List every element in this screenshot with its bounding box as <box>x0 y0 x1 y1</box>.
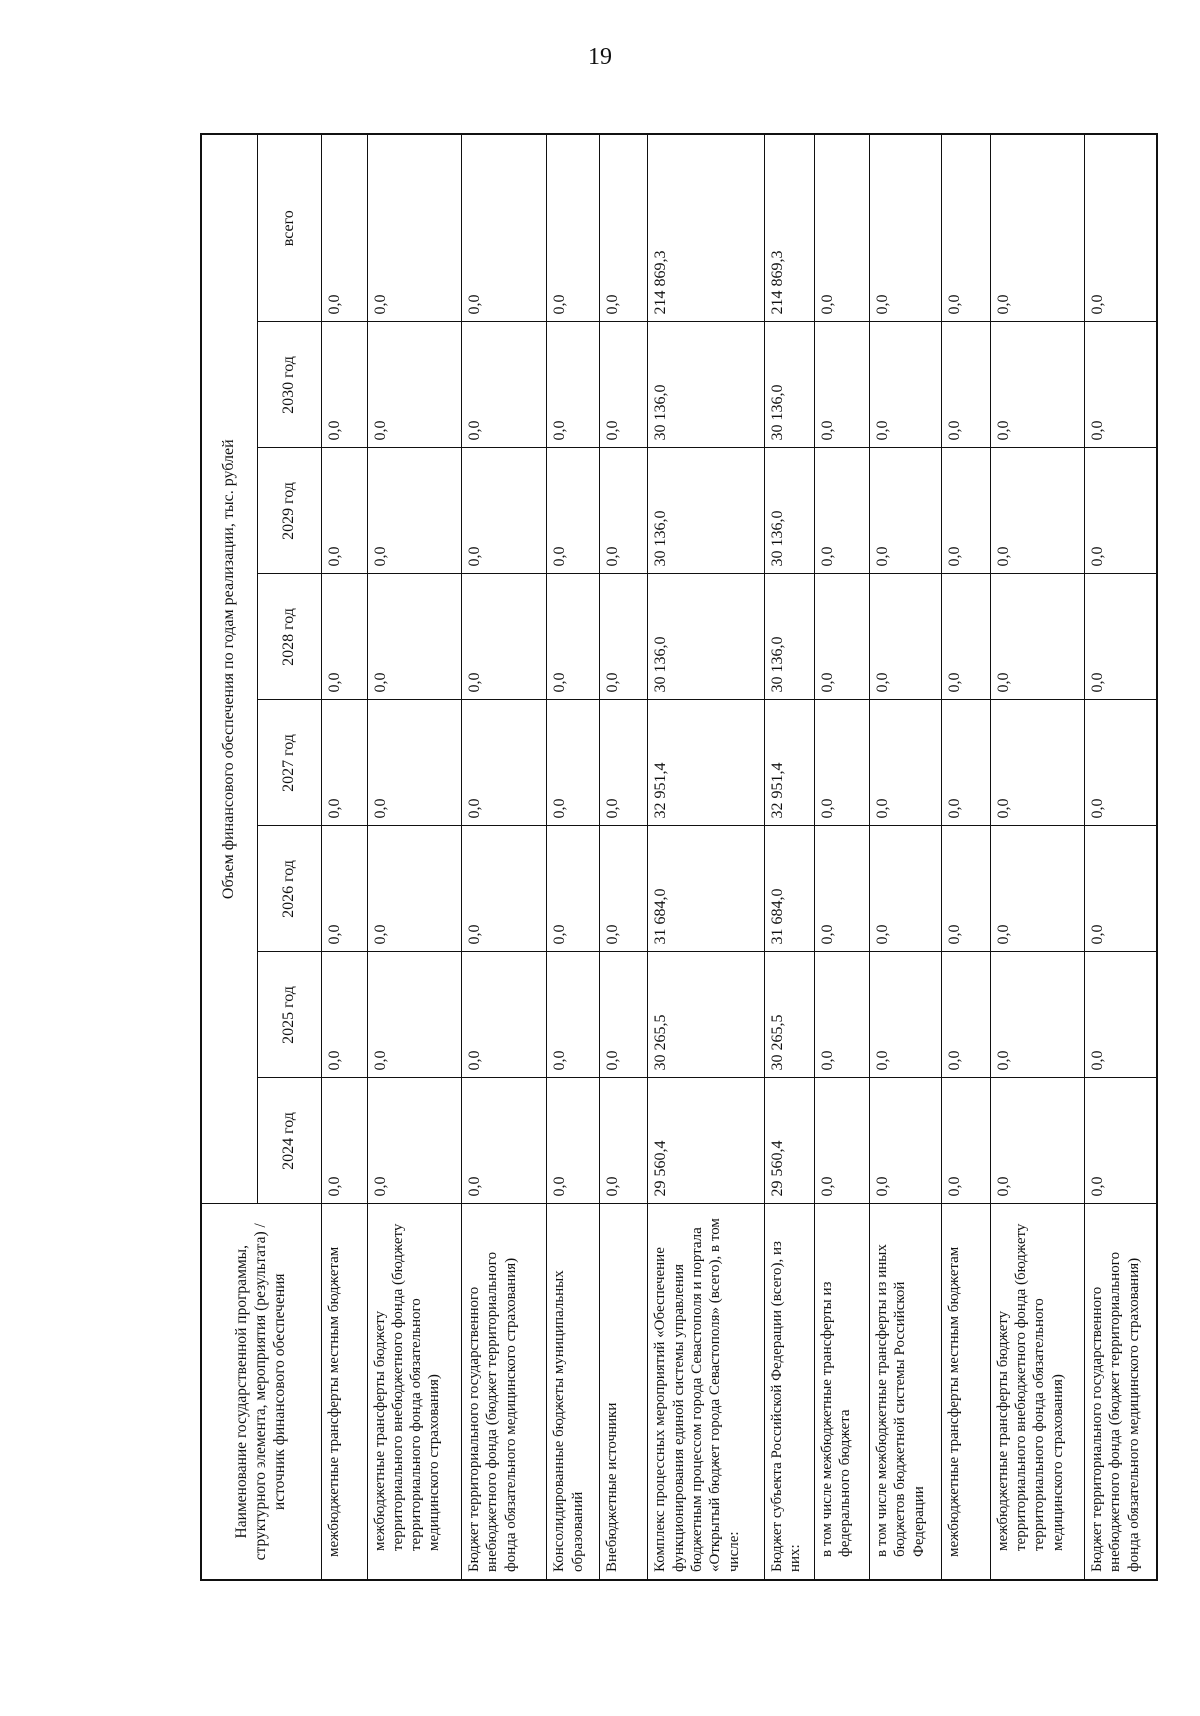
row-value-cell: 0,0 <box>547 574 600 700</box>
row-total-cell: 214 869,3 <box>764 134 814 322</box>
row-value-cell: 0,0 <box>869 322 941 448</box>
row-value-cell: 0,0 <box>321 700 367 826</box>
row-value-cell: 0,0 <box>869 826 941 952</box>
header-year: 2027 год <box>257 700 321 826</box>
row-name-cell: в том числе межбюджетные трансферты из федерального бюджета <box>815 1204 870 1580</box>
row-value-cell: 0,0 <box>990 700 1084 826</box>
row-value-cell: 0,0 <box>815 448 870 574</box>
row-name-cell: межбюджетные трансферты местным бюджетам <box>942 1204 990 1580</box>
row-total-cell: 0,0 <box>367 134 461 322</box>
row-value-cell: 0,0 <box>367 448 461 574</box>
header-year: 2028 год <box>257 574 321 700</box>
row-name-cell: Бюджет территориального государственного внебюджетного фонда (бюджет территориального фонда обязательного медицинского страхования) <box>1085 1204 1158 1580</box>
row-name-cell: Внебюджетные источники <box>600 1204 648 1580</box>
row-value-cell: 0,0 <box>461 826 547 952</box>
row-value-cell: 0,0 <box>547 1078 600 1204</box>
row-value-cell: 0,0 <box>869 952 941 1078</box>
header-volume-title: Объем финансового обеспечения по годам реализации, тыс. рублей <box>201 134 257 1204</box>
row-value-cell: 0,0 <box>547 952 600 1078</box>
table-row <box>461 134 547 1580</box>
financing-table <box>200 133 1158 1581</box>
table-row <box>869 134 941 1580</box>
row-value-cell: 29 560,4 <box>648 1078 764 1204</box>
table-row <box>547 134 600 1580</box>
row-value-cell: 0,0 <box>815 826 870 952</box>
row-value-cell: 30 136,0 <box>648 448 764 574</box>
row-value-cell: 0,0 <box>321 952 367 1078</box>
row-value-cell: 0,0 <box>869 700 941 826</box>
row-value-cell: 30 136,0 <box>764 448 814 574</box>
table-row <box>764 134 814 1580</box>
row-value-cell: 0,0 <box>942 700 990 826</box>
row-value-cell: 0,0 <box>367 1078 461 1204</box>
row-value-cell: 0,0 <box>367 322 461 448</box>
row-value-cell: 0,0 <box>942 1078 990 1204</box>
row-value-cell: 0,0 <box>1085 574 1158 700</box>
row-value-cell: 0,0 <box>461 1078 547 1204</box>
row-value-cell: 0,0 <box>321 574 367 700</box>
header-year: 2026 год <box>257 826 321 952</box>
table-row <box>815 134 870 1580</box>
row-total-cell: 0,0 <box>461 134 547 322</box>
row-value-cell: 0,0 <box>1085 952 1158 1078</box>
row-value-cell: 30 265,5 <box>648 952 764 1078</box>
row-value-cell: 32 951,4 <box>648 700 764 826</box>
row-value-cell: 0,0 <box>815 952 870 1078</box>
row-value-cell: 0,0 <box>461 322 547 448</box>
row-value-cell: 0,0 <box>942 952 990 1078</box>
table-row <box>367 134 461 1580</box>
header-name-column: Наименование государственной программы, структурного элемента, мероприятия (результата) / источник финансового обеспечения <box>201 1204 321 1580</box>
row-value-cell: 0,0 <box>600 700 648 826</box>
row-value-cell: 31 684,0 <box>764 826 814 952</box>
row-value-cell: 0,0 <box>942 322 990 448</box>
row-value-cell: 0,0 <box>869 574 941 700</box>
row-value-cell: 0,0 <box>547 322 600 448</box>
table-row <box>600 134 648 1580</box>
row-name-cell: Бюджет территориального государственного внебюджетного фонда (бюджет территориального фонда обязательного медицинского страхования) <box>461 1204 547 1580</box>
row-name-cell: в том числе межбюджетные трансферты из иных бюджетов бюджетной системы Российской Федерации <box>869 1204 941 1580</box>
header-year: 2030 год <box>257 322 321 448</box>
row-value-cell: 0,0 <box>367 952 461 1078</box>
row-name-cell: межбюджетные трансферты бюджету территориального внебюджетного фонда (бюджету территориального фонда обязательного медицинского страхования) <box>990 1204 1084 1580</box>
row-value-cell: 0,0 <box>869 1078 941 1204</box>
row-total-cell: 0,0 <box>990 134 1084 322</box>
row-value-cell: 32 951,4 <box>764 700 814 826</box>
row-total-cell: 214 869,3 <box>648 134 764 322</box>
row-value-cell: 0,0 <box>942 448 990 574</box>
row-total-cell: 0,0 <box>869 134 941 322</box>
row-total-cell: 0,0 <box>815 134 870 322</box>
row-value-cell: 0,0 <box>1085 448 1158 574</box>
row-value-cell: 0,0 <box>990 952 1084 1078</box>
row-name-cell: межбюджетные трансферты местным бюджетам <box>321 1204 367 1580</box>
row-total-cell: 0,0 <box>600 134 648 322</box>
row-value-cell: 0,0 <box>321 448 367 574</box>
row-name-cell: Консолидированные бюджеты муниципальных образований <box>547 1204 600 1580</box>
row-value-cell: 0,0 <box>600 952 648 1078</box>
row-value-cell: 0,0 <box>600 448 648 574</box>
row-value-cell: 0,0 <box>461 448 547 574</box>
table-body <box>321 134 1157 1580</box>
row-name-cell: межбюджетные трансферты бюджету территориального внебюджетного фонда (бюджету территориального фонда обязательного медицинского страхования) <box>367 1204 461 1580</box>
row-total-cell: 0,0 <box>1085 134 1158 322</box>
row-total-cell: 0,0 <box>547 134 600 322</box>
table-row <box>1085 134 1158 1580</box>
row-value-cell: 0,0 <box>461 952 547 1078</box>
rotated-table-container <box>200 135 1158 1581</box>
row-value-cell: 31 684,0 <box>648 826 764 952</box>
row-value-cell: 0,0 <box>1085 1078 1158 1204</box>
row-value-cell: 0,0 <box>321 1078 367 1204</box>
row-value-cell: 0,0 <box>367 574 461 700</box>
row-value-cell: 0,0 <box>815 700 870 826</box>
row-value-cell: 0,0 <box>600 574 648 700</box>
row-value-cell: 0,0 <box>321 826 367 952</box>
row-name-cell: Бюджет субъекта Российской Федерации (всего), из них: <box>764 1204 814 1580</box>
row-value-cell: 0,0 <box>869 448 941 574</box>
row-value-cell: 30 136,0 <box>764 574 814 700</box>
row-value-cell: 0,0 <box>461 700 547 826</box>
row-value-cell: 0,0 <box>815 322 870 448</box>
row-value-cell: 30 136,0 <box>764 322 814 448</box>
row-value-cell: 0,0 <box>547 700 600 826</box>
table-row <box>648 134 764 1580</box>
row-value-cell: 0,0 <box>461 574 547 700</box>
table-row <box>321 134 367 1580</box>
page-number: 19 <box>588 44 612 70</box>
row-value-cell: 0,0 <box>990 322 1084 448</box>
row-value-cell: 0,0 <box>942 826 990 952</box>
row-value-cell: 0,0 <box>600 1078 648 1204</box>
table-row <box>942 134 990 1580</box>
row-total-cell: 0,0 <box>942 134 990 322</box>
row-value-cell: 0,0 <box>1085 826 1158 952</box>
header-year: 2025 год <box>257 952 321 1078</box>
row-name-cell: Комплекс процессных мероприятий «Обеспечение функционирования единой системы управления бюджетным процессом города Севастополя и портала «Открытый бюджет города Севастополя» (всего), в том числе: <box>648 1204 764 1580</box>
row-value-cell: 0,0 <box>547 448 600 574</box>
row-value-cell: 30 265,5 <box>764 952 814 1078</box>
row-value-cell: 0,0 <box>1085 322 1158 448</box>
table-row <box>990 134 1084 1580</box>
row-value-cell: 0,0 <box>367 826 461 952</box>
row-value-cell: 30 136,0 <box>648 322 764 448</box>
row-value-cell: 0,0 <box>815 574 870 700</box>
row-value-cell: 0,0 <box>990 574 1084 700</box>
row-value-cell: 0,0 <box>990 448 1084 574</box>
row-value-cell: 0,0 <box>600 322 648 448</box>
header-total: всего <box>257 134 321 322</box>
row-value-cell: 0,0 <box>600 826 648 952</box>
header-year: 2029 год <box>257 448 321 574</box>
row-value-cell: 29 560,4 <box>764 1078 814 1204</box>
row-total-cell: 0,0 <box>321 134 367 322</box>
row-value-cell: 0,0 <box>990 826 1084 952</box>
row-value-cell: 0,0 <box>1085 700 1158 826</box>
row-value-cell: 0,0 <box>942 574 990 700</box>
header-year: 2024 год <box>257 1078 321 1204</box>
row-value-cell: 0,0 <box>990 1078 1084 1204</box>
row-value-cell: 0,0 <box>547 826 600 952</box>
row-value-cell: 0,0 <box>815 1078 870 1204</box>
row-value-cell: 30 136,0 <box>648 574 764 700</box>
row-value-cell: 0,0 <box>367 700 461 826</box>
row-value-cell: 0,0 <box>321 322 367 448</box>
